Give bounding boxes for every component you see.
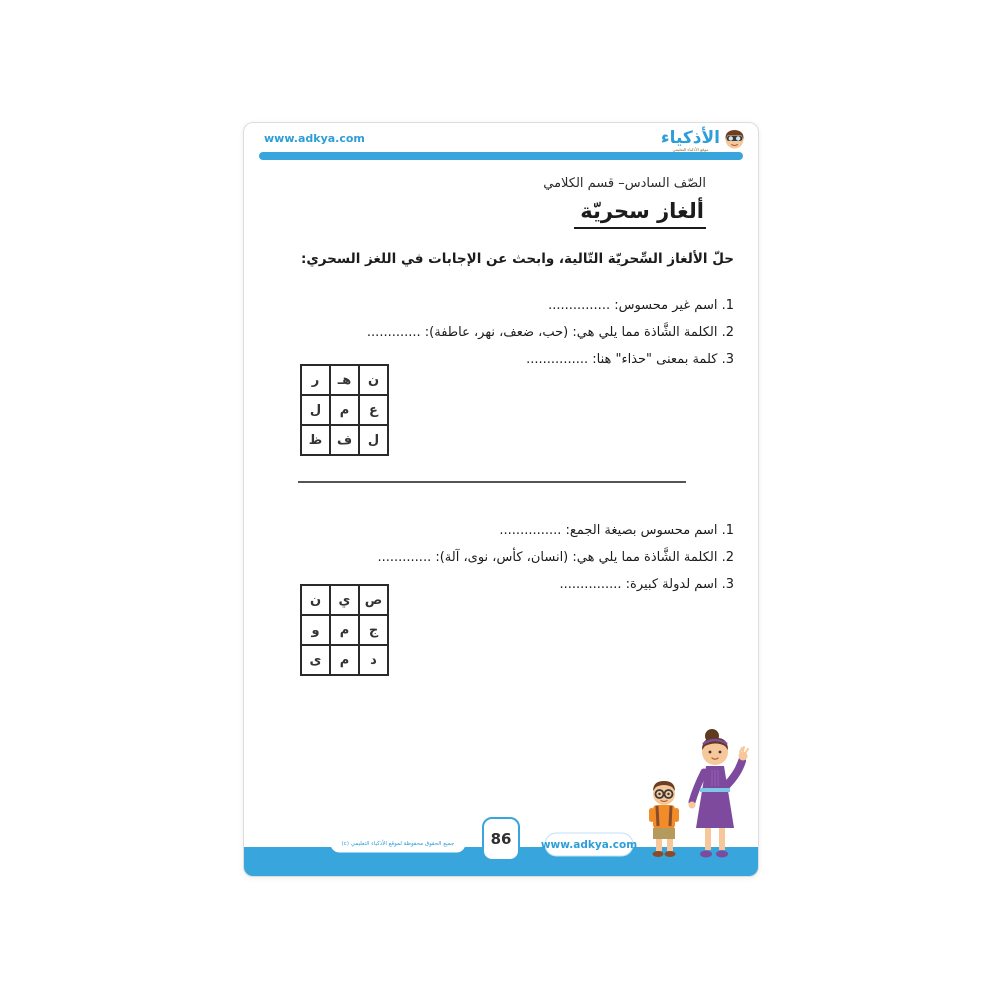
puzzle1-question-2: 2. الكلمة الشَّاذة مما يلي هي: (حب، ضعف، نهر، عاطفة): ............. [366, 325, 734, 340]
puzzle2-letter-grid [300, 584, 389, 676]
teacher-and-boy-illustration [642, 728, 756, 872]
instruction-line: حلّ الألغاز السِّحريّة التّالية، وابحث عن الإجابات في اللغز السحري: [301, 251, 734, 267]
logo-wordmark: الأذكياء [660, 127, 720, 148]
boy-character [649, 781, 679, 857]
grid-cell[interactable]: ر [301, 365, 330, 395]
logo-tagline: موقع الأذكياء التعليمي [672, 146, 709, 152]
grid-cell[interactable]: ى [301, 645, 330, 675]
header-website-link[interactable]: www.adkya.com [264, 132, 365, 145]
grid-cell[interactable]: ل [359, 425, 388, 455]
puzzle1-question-1: 1. اسم غير محسوس: ............... [548, 298, 734, 313]
puzzle1-question-list [367, 292, 734, 373]
grid-cell[interactable]: ف [330, 425, 359, 455]
grid-cell[interactable]: ن [359, 365, 388, 395]
header-divider-bar [259, 152, 743, 160]
logo-text-block [660, 127, 720, 152]
puzzle2-question-3: 3. اسم لدولة كبيرة: ............... [559, 577, 734, 592]
grid-cell[interactable]: م [330, 645, 359, 675]
grid-cell[interactable]: ن [301, 585, 330, 615]
grid-row [301, 615, 388, 645]
teacher-character [689, 729, 749, 858]
worksheet-page [243, 122, 759, 877]
puzzle2-question-1: 1. اسم محسوس بصيغة الجمع: ............... [499, 523, 734, 538]
copyright-pill: جميع الحقوق محفوظة لموقع الأذكياء التعليمي (c) [332, 836, 464, 851]
grid-cell[interactable]: و [301, 615, 330, 645]
grid-row [301, 585, 388, 615]
grade-section-line: الصّف السادس– قسم الكلامي [543, 176, 706, 191]
grid-cell[interactable]: ل [301, 395, 330, 425]
page-title: ألغاز سحريّة [574, 199, 706, 229]
grid-cell[interactable]: ظ [301, 425, 330, 455]
grid-cell[interactable]: د [359, 645, 388, 675]
boy-face-icon [723, 127, 746, 154]
grid-row [301, 425, 388, 455]
grid-cell[interactable]: ص [359, 585, 388, 615]
grid-cell[interactable]: ي [330, 585, 359, 615]
grid-row [301, 365, 388, 395]
grid-row [301, 395, 388, 425]
grid-cell[interactable]: ج [359, 615, 388, 645]
puzzle2-question-list [377, 517, 734, 598]
grid-cell[interactable]: م [330, 615, 359, 645]
section-divider [298, 481, 686, 483]
puzzle1-letter-grid [300, 364, 389, 456]
grid-row [301, 645, 388, 675]
adkya-logo[interactable] [661, 127, 746, 154]
puzzle1-question-3: 3. كلمة بمعنى "حذاء" هنا: ............... [526, 352, 734, 367]
grid-cell[interactable]: هـ [330, 365, 359, 395]
grid-cell[interactable]: م [330, 395, 359, 425]
page-number-badge: 86 [482, 817, 520, 861]
puzzle2-question-2: 2. الكلمة الشَّاذة مما يلي هي: (انسان، كأس، نوى، آلة): ............. [377, 550, 734, 565]
footer-website-link[interactable]: www.adkya.com [547, 835, 631, 854]
grid-cell[interactable]: ع [359, 395, 388, 425]
